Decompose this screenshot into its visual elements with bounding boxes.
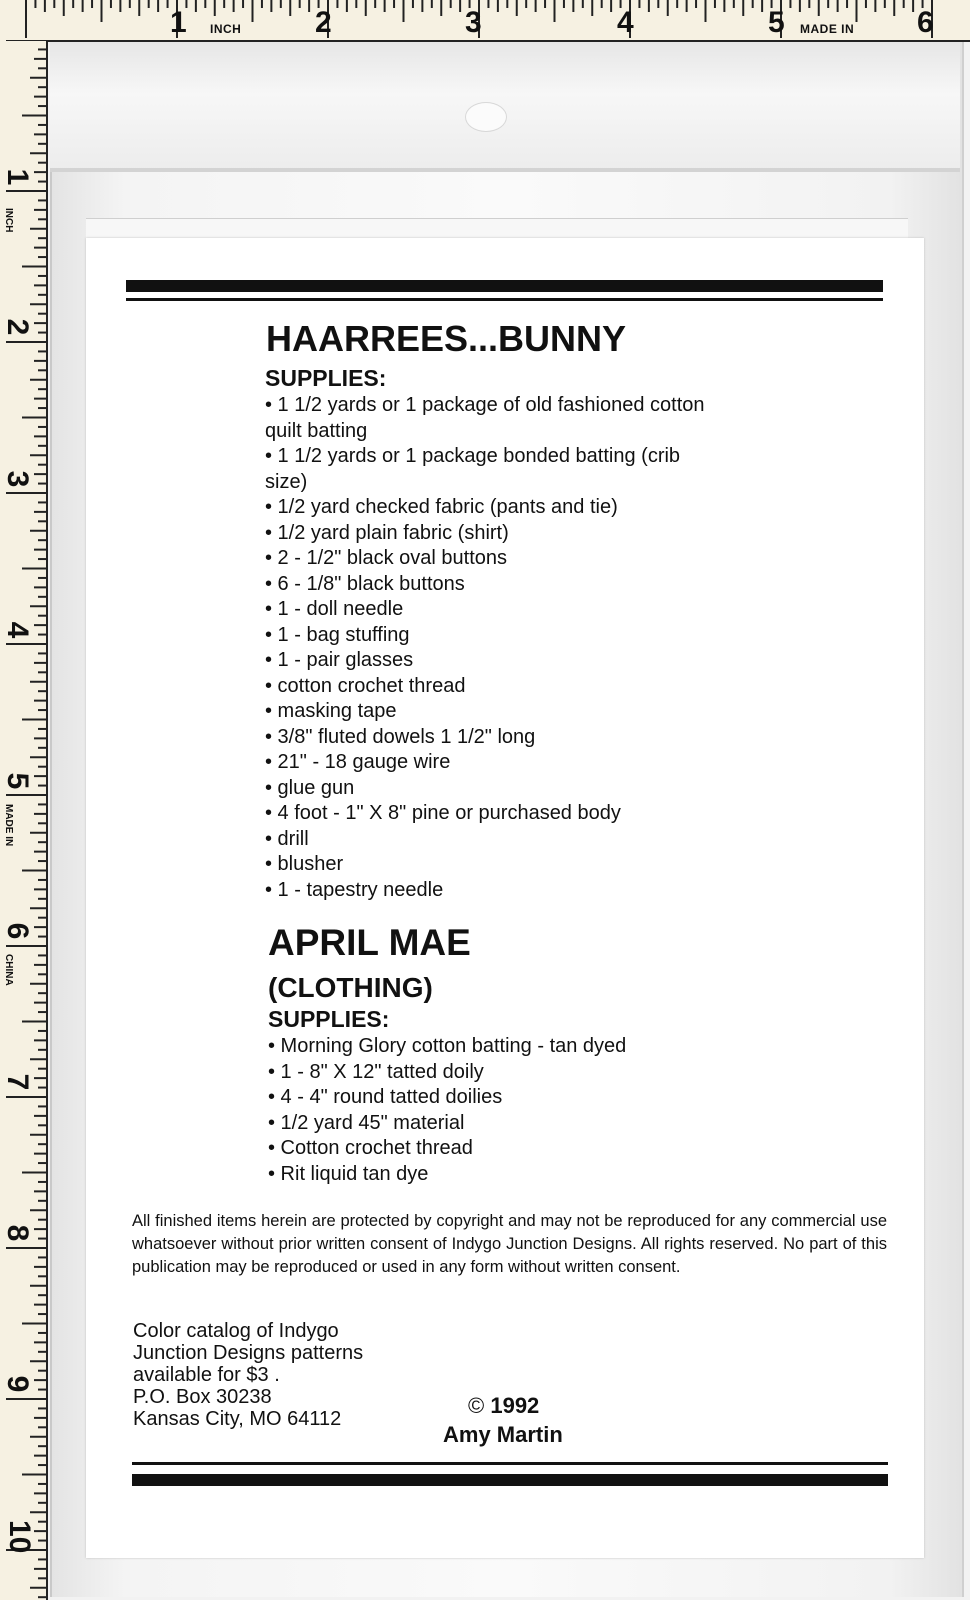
catalog-line: Junction Designs patterns bbox=[133, 1342, 364, 1364]
ruler-top-inch-label: INCH bbox=[210, 22, 242, 36]
supply-item: • 1 - pair glasses bbox=[265, 649, 414, 671]
top-rule-thin bbox=[126, 298, 883, 301]
ruler-top bbox=[0, 0, 970, 42]
ruler-left-number: 4 bbox=[1, 621, 34, 639]
catalog-line: Kansas City, MO 64112 bbox=[133, 1408, 342, 1430]
supply-item: • drill bbox=[265, 827, 309, 850]
pattern-title-bunny: HAARREES...BUNNY bbox=[266, 318, 627, 359]
supplies-heading: SUPPLIES: bbox=[268, 1006, 390, 1032]
supply-item: • 1 - tapestry needle bbox=[265, 878, 444, 901]
ruler-top-made-in-label: MADE IN bbox=[800, 22, 855, 36]
supply-item: size) bbox=[265, 470, 308, 493]
supply-item: • 3/8" fluted dowels 1 1/2" long bbox=[265, 725, 536, 748]
ruler-left-number: 9 bbox=[1, 1375, 34, 1393]
supply-item: • 4 - 4" round tatted doilies bbox=[268, 1086, 503, 1108]
copyright-symbol: © bbox=[468, 1393, 485, 1418]
pattern-subtitle-clothing: (CLOTHING) bbox=[268, 972, 433, 1003]
supply-item: • Rit liquid tan dye bbox=[268, 1162, 429, 1185]
ruler-left-number: 7 bbox=[1, 1073, 34, 1091]
ruler-left-number: 1 bbox=[1, 168, 34, 186]
supply-item: • blusher bbox=[265, 853, 344, 875]
ruler-left-number: 8 bbox=[1, 1224, 34, 1242]
ruler-left bbox=[0, 40, 48, 1600]
ruler-left-number: 6 bbox=[1, 922, 34, 940]
supply-item: • 1 1/2 yards or 1 package of old fashioned cotton bbox=[265, 394, 705, 416]
ruler-left-number: 2 bbox=[1, 318, 34, 336]
supplies-list-bunny bbox=[265, 393, 705, 903]
supply-item: • 1 - doll needle bbox=[265, 598, 404, 620]
supply-item: • 1/2 yard checked fabric (pants and tie) bbox=[265, 496, 618, 518]
ruler-left-inch-label: INCH bbox=[3, 208, 14, 233]
supply-item: • 6 - 1/8" black buttons bbox=[265, 572, 465, 595]
ruler-top-number: 3 bbox=[465, 6, 482, 39]
ruler-left-number: 3 bbox=[1, 470, 34, 488]
supply-item: • glue gun bbox=[265, 776, 355, 799]
supplies-list-april-mae bbox=[268, 1034, 626, 1187]
supply-item: • Cotton crochet thread bbox=[268, 1137, 473, 1159]
supply-item: • 1/2 yard 45" material bbox=[268, 1111, 465, 1134]
supply-item: • 4 foot - 1" X 8" pine or purchased body bbox=[265, 802, 621, 824]
supply-item: • 1 1/2 yards or 1 package bonded batting (crib bbox=[265, 445, 681, 467]
supply-item: • 1/2 yard plain fabric (shirt) bbox=[265, 521, 509, 544]
zip-seal bbox=[50, 168, 960, 172]
supply-item: • cotton crochet thread bbox=[265, 674, 466, 697]
supply-item: • 1 - bag stuffing bbox=[265, 623, 410, 646]
copyright-author: Amy Martin bbox=[443, 1422, 563, 1447]
catalog-line: P.O. Box 30238 bbox=[133, 1386, 272, 1408]
catalog-line: Color catalog of Indygo bbox=[133, 1320, 339, 1342]
ruler-top-number: 4 bbox=[617, 6, 634, 39]
catalog-line: available for $3 . bbox=[133, 1364, 280, 1386]
top-rule-thick bbox=[126, 280, 883, 292]
copyright-year-value: 1992 bbox=[490, 1393, 540, 1418]
copyright-notice: All finished items herein are protected by copyright and may not be reproduced for any commercial use whatsoever without prior written consent of Indygo Junction Designs. All rights reserved. No part of this publication may be reproduced or used in any form without written consent. bbox=[132, 1212, 887, 1276]
supply-item: • masking tape bbox=[265, 700, 397, 722]
ruler-left-number: 10 bbox=[3, 1520, 36, 1554]
supply-item: quilt batting bbox=[265, 419, 368, 442]
bottom-rule-thin bbox=[132, 1462, 888, 1465]
supply-item: • 2 - 1/2" black oval buttons bbox=[265, 547, 508, 569]
ruler-top-number: 6 bbox=[917, 6, 934, 39]
supply-item: • Morning Glory cotton batting - tan dyed bbox=[268, 1035, 627, 1057]
supply-item: • 21" - 18 gauge wire bbox=[265, 751, 451, 773]
copyright-year bbox=[468, 1393, 539, 1419]
bottom-rule-thick bbox=[132, 1474, 888, 1486]
ruler-left-china-label: CHINA bbox=[3, 954, 14, 986]
bag-header bbox=[50, 42, 960, 172]
ruler-top-number: 5 bbox=[768, 6, 785, 39]
ruler-top-number: 2 bbox=[315, 6, 332, 39]
ruler-top-number: 1 bbox=[170, 6, 187, 39]
pattern-title-april-mae: APRIL MAE bbox=[268, 922, 471, 963]
ruler-left-made-in-label: MADE IN bbox=[3, 804, 14, 847]
hang-hole bbox=[465, 102, 507, 132]
catalog-info bbox=[133, 1320, 423, 1430]
supplies-heading: SUPPLIES: bbox=[265, 365, 387, 391]
ruler-left-number: 5 bbox=[1, 772, 34, 790]
supply-item: • 1 - 8" X 12" tatted doily bbox=[268, 1060, 484, 1083]
